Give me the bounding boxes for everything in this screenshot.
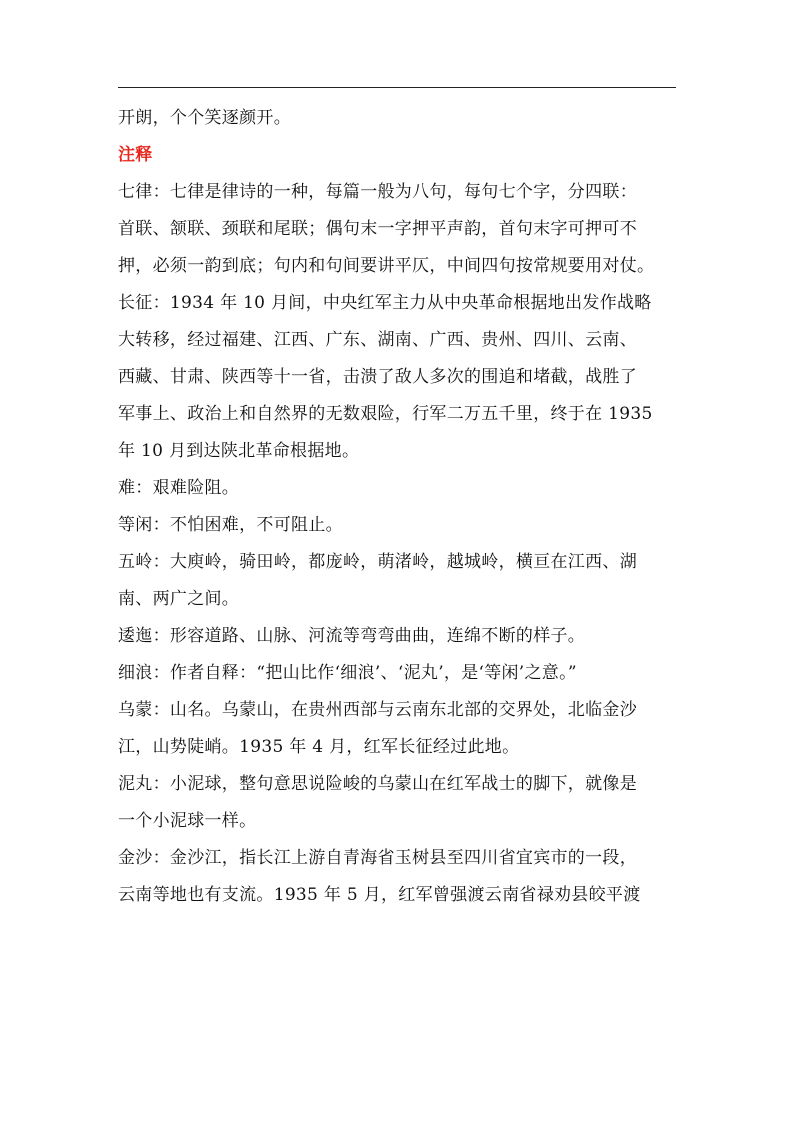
text-line: 细浪：作者自释：“把山比作‘细浪’、‘泥丸’，是‘等闲’之意。” xyxy=(118,663,577,683)
document-body xyxy=(118,100,680,914)
text-line: 乌蒙：山名。乌蒙山，在贵州西部与云南东北部的交界处，北临金沙 xyxy=(118,700,637,720)
text-line: 军事上、政治上和自然界的无数艰险，行军二万五千里，终于在 1935 xyxy=(118,404,653,424)
text-line: 开朗，个个笑逐颜开。 xyxy=(118,108,291,128)
text-line: 泥丸：小泥球，整句意思说险峻的乌蒙山在红军战士的脚下，就像是 xyxy=(118,774,637,794)
text-line: 江，山势陡峭。1935 年 4 月，红军长征经过此地。 xyxy=(118,737,520,757)
text-line: 云南等地也有支流。1935 年 5 月，红军曾强渡云南省禄劝县皎平渡 xyxy=(118,885,641,905)
text-line: 五岭：大庾岭，骑田岭，都庞岭，萌渚岭，越城岭，横亘在江西、湖 xyxy=(118,552,637,572)
text-line: 押，必须一韵到底；句内和句间要讲平仄，中间四句按常规要用对仗。 xyxy=(118,256,655,276)
text-line: 逶迤：形容道路、山脉、河流等弯弯曲曲，连绵不断的样子。 xyxy=(118,626,586,646)
text-line: 大转移，经过福建、江西、广东、湖南、广西、贵州、四川、云南、 xyxy=(118,330,637,350)
text-line: 首联、颔联、颈联和尾联；偶句末一字押平声韵，首句末字可押可不 xyxy=(118,219,637,239)
header-rule xyxy=(118,87,676,88)
text-line: 年 10 月到达陕北革命根据地。 xyxy=(118,441,360,461)
text-line: 七律：七律是律诗的一种，每篇一般为八句，每句七个字，分四联： xyxy=(118,182,637,202)
text-line: 南、两广之间。 xyxy=(118,589,240,609)
text-line: 难：艰难险阻。 xyxy=(118,478,240,498)
text-line: 长征：1934 年 10 月间，中央红军主力从中央革命根据地出发作战略 xyxy=(118,293,652,313)
text-line: 金沙：金沙江，指长江上游自青海省玉树县至四川省宜宾市的一段， xyxy=(118,848,637,868)
text-line: 一个小泥球一样。 xyxy=(118,811,257,831)
text-line: 西藏、甘肃、陕西等十一省，击溃了敌人多次的围追和堵截，战胜了 xyxy=(118,367,637,387)
section-heading: 注释 xyxy=(118,145,153,165)
text-line: 等闲：不怕困难，不可阻止。 xyxy=(118,515,343,535)
